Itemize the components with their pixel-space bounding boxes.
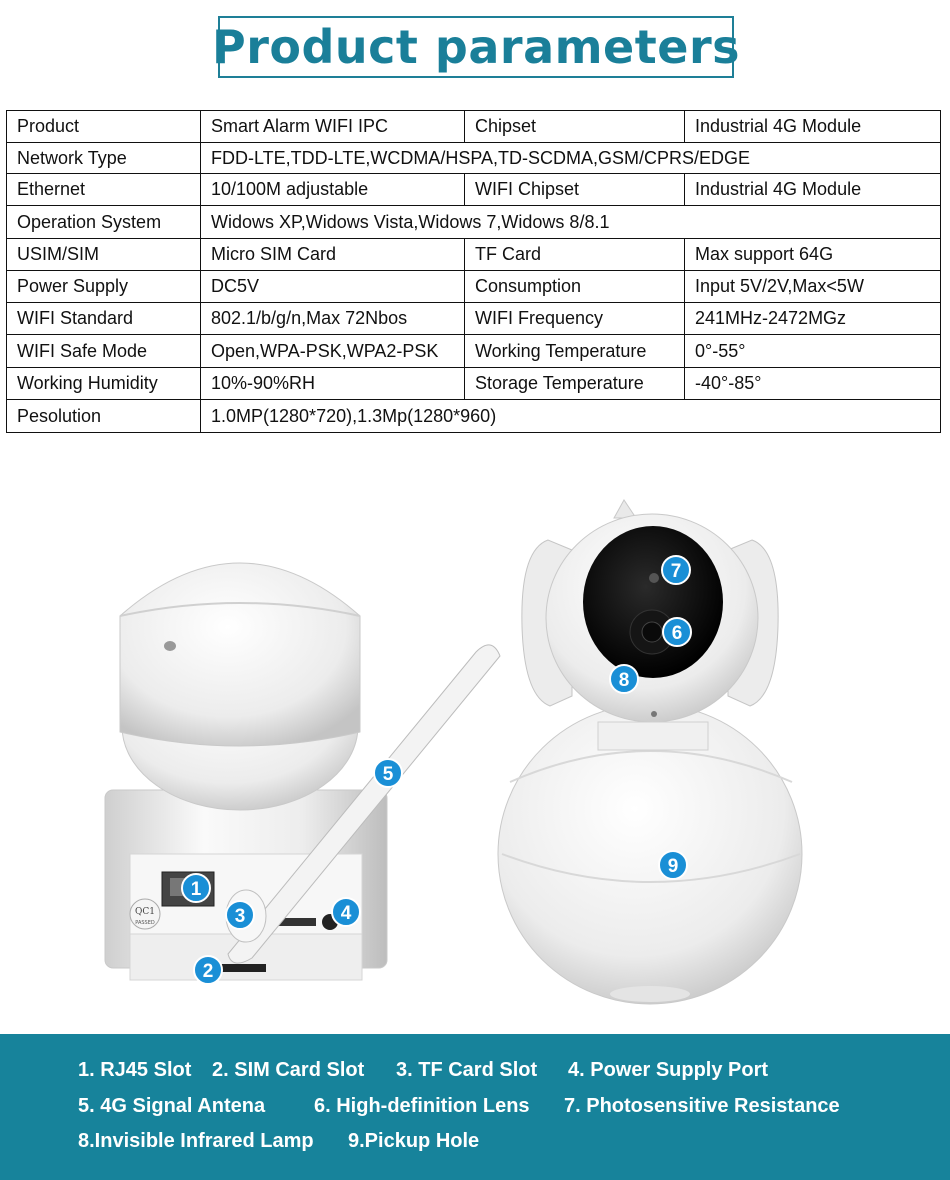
table-row: [7, 206, 941, 239]
legend-line-2: [78, 1095, 840, 1118]
table-row: [7, 368, 941, 400]
table-cell: Pesolution: [7, 400, 201, 433]
camera-front-view: [498, 500, 802, 1004]
table-cell: WIFI Chipset: [465, 174, 685, 206]
callout-3-label: 3: [234, 906, 246, 927]
legend-line-1: [78, 1059, 768, 1082]
table-cell: Storage Temperature: [465, 368, 685, 400]
legend-item-infrared-lamp: 8.Invisible Infrared Lamp: [78, 1130, 314, 1152]
table-cell: Widows XP,Widows Vista,Widows 7,Widows 8/8.1: [201, 206, 941, 239]
page-title: Product parameters: [211, 20, 741, 74]
table-cell: Smart Alarm WIFI IPC: [201, 111, 465, 143]
parameters-table: [6, 110, 941, 433]
table-cell: TF Card: [465, 239, 685, 271]
callout-7: [662, 556, 690, 584]
callout-9: [659, 851, 687, 879]
table-cell: WIFI Safe Mode: [7, 335, 201, 368]
table-row: [7, 303, 941, 335]
callout-2: [194, 956, 222, 984]
callout-3: [226, 901, 254, 929]
table-cell: Ethernet: [7, 174, 201, 206]
legend-item-photosensitive-resistance: 7. Photosensitive Resistance: [564, 1095, 840, 1117]
callout-5: [374, 759, 402, 787]
table-cell: DC5V: [201, 271, 465, 303]
table-cell: 10/100M adjustable: [201, 174, 465, 206]
callout-1-label: 1: [190, 879, 202, 900]
table-cell: Network Type: [7, 143, 201, 174]
table-row: [7, 111, 941, 143]
callout-1: [182, 874, 210, 902]
legend-footer: [0, 1034, 950, 1180]
callout-7-label: 7: [670, 561, 682, 582]
table-cell: Input 5V/2V,Max<5W: [685, 271, 941, 303]
table-cell: 0°-55°: [685, 335, 941, 368]
table-row: [7, 239, 941, 271]
legend-item-pickup-hole: 9.Pickup Hole: [348, 1130, 480, 1152]
qc-label: QC1: [135, 907, 155, 917]
table-cell: Industrial 4G Module: [685, 111, 941, 143]
legend-item-sim-card-slot: 2. SIM Card Slot: [212, 1059, 365, 1081]
table-cell: 10%-90%RH: [201, 368, 465, 400]
callout-8-label: 8: [618, 670, 630, 691]
table-cell: Power Supply: [7, 271, 201, 303]
legend-item-hd-lens: 6. High-definition Lens: [314, 1095, 530, 1117]
table-cell: Chipset: [465, 111, 685, 143]
table-cell: WIFI Standard: [7, 303, 201, 335]
callout-2-label: 2: [202, 961, 214, 982]
table-cell: 1.0MP(1280*720),1.3Mp(1280*960): [201, 400, 941, 433]
table-cell: Consumption: [465, 271, 685, 303]
table-row: [7, 174, 941, 206]
callout-5-label: 5: [382, 764, 394, 785]
legend-item-tf-card-slot: 3. TF Card Slot: [396, 1059, 538, 1081]
table-cell: FDD-LTE,TDD-LTE,WCDMA/HSPA,TD-SCDMA,GSM/CPRS/EDGE: [201, 143, 941, 174]
table-cell: Working Humidity: [7, 368, 201, 400]
table-row: [7, 400, 941, 433]
legend-item-rj45-slot: 1. RJ45 Slot: [78, 1059, 192, 1081]
table-cell: Operation System: [7, 206, 201, 239]
callout-6: [663, 618, 691, 646]
table-row: [7, 143, 941, 174]
table-cell: Product: [7, 111, 201, 143]
table-cell: Max support 64G: [685, 239, 941, 271]
product-photos: [0, 470, 950, 1030]
qc-passed-label: PASSED: [135, 920, 155, 926]
table-cell: 802.1/b/g/n,Max 72Nbos: [201, 303, 465, 335]
table-cell: -40°-85°: [685, 368, 941, 400]
table-row: [7, 335, 941, 368]
table-row: [7, 271, 941, 303]
legend-item-4g-antenna: 5. 4G Signal Antena: [78, 1095, 266, 1117]
callout-6-label: 6: [671, 623, 683, 644]
legend-item-power-supply-port: 4. Power Supply Port: [568, 1059, 769, 1081]
table-cell: 241MHz-2472MGz: [685, 303, 941, 335]
callout-9-label: 9: [667, 856, 679, 877]
legend-line-3: [78, 1130, 479, 1153]
camera-rear-view: [105, 563, 500, 980]
callout-4-label: 4: [340, 903, 352, 924]
callout-4: [332, 898, 360, 926]
table-cell: Industrial 4G Module: [685, 174, 941, 206]
table-cell: Micro SIM Card: [201, 239, 465, 271]
table-cell: Working Temperature: [465, 335, 685, 368]
table-cell: USIM/SIM: [7, 239, 201, 271]
table-cell: Open,WPA-PSK,WPA2-PSK: [201, 335, 465, 368]
title-box: [211, 16, 741, 78]
callout-8: [610, 665, 638, 693]
table-cell: WIFI Frequency: [465, 303, 685, 335]
